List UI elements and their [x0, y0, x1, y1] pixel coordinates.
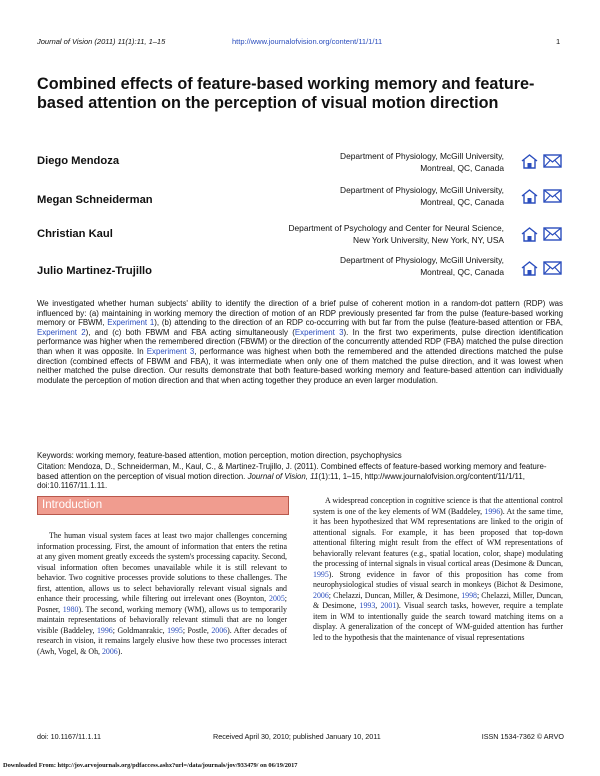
author-name: Megan Schneiderman	[37, 194, 153, 206]
citation: Citation: Mendoza, D., Schneiderman, M., Kaul, C., & Martinez-Trujillo, J. (2011). Combined effects of feature-based working memory and feature-based attention on the perception of visual motion direction. Journal of Vision, 11(1):11, 1–15, http://www.journalofvision.org/content/11/1/11, doi:10.1167/11.1.11.	[37, 462, 547, 491]
reference-link[interactable]: 1996	[484, 506, 501, 516]
footer-issn: ISSN 1534-7362 © ARVO	[481, 732, 564, 741]
reference-link[interactable]: 2006	[101, 646, 118, 656]
author-affiliation: Department of Physiology, McGill University, Montreal, QC, Canada	[340, 255, 504, 277]
author-icons	[521, 261, 562, 276]
author-icons	[521, 189, 562, 204]
author-name: Diego Mendoza	[37, 155, 120, 167]
author-name: Christian Kaul	[37, 228, 113, 240]
footer-received: Received April 30, 2010; published January 10, 2011	[213, 732, 381, 741]
article-title: Combined effects of feature-based working memory and feature-based attention on the perception of visual motion direction	[37, 75, 535, 112]
experiment-link[interactable]: Experiment 2	[37, 327, 86, 337]
homepage-icon[interactable]	[521, 189, 538, 204]
reference-link[interactable]: 2001	[380, 601, 397, 610]
author-affiliation: Department of Physiology, McGill University, Montreal, QC, Canada	[340, 151, 504, 173]
email-icon[interactable]	[543, 154, 562, 168]
homepage-icon[interactable]	[521, 261, 538, 276]
author-icons	[521, 154, 562, 169]
section-heading-introduction: Introduction	[37, 496, 289, 515]
intro-column-right: A widespread conception in cognitive science is that the attentional control system is one of the key elements of WM (Baddeley, 1996). At the same time, it has been hypothesized that WM representations are linked to the origin of attentional signals. For example, it has been proposed that top-down attentional filtering might result from the effect of WM representations of behaviorally relevant features (e.g., spatial location, color, shape) modulating the processing of internal signals in visual cortical areas (Desimone & Duncan, 1995). Strong evidence in favor of this proposition has come from neurophysiological studies of visual search in monkeys (Bichot & Desimone, 2006; Chelazzi, Duncan, Miller, & Desimone, 1998; Chelazzi, Miller, Duncan, & Desimone, 1993, 2001). Visual search tasks, however, require a template item in WM to intentionally guide the search toward matching items on a display. A generalization of the concept of WM-guided attention has further led to the hypothesis that the maintenance of visual representations	[313, 496, 564, 642]
author-affiliation: Department of Psychology and Center for Neural Science, New York University, New York, NY, USA	[288, 223, 504, 245]
reference-link[interactable]: 2006	[313, 590, 329, 600]
homepage-icon[interactable]	[521, 154, 538, 169]
reference-link[interactable]: 1993	[359, 601, 376, 610]
journal-header: Journal of Vision (2011) 11(1):11, 1–15	[37, 37, 166, 46]
intro-column-left: The human visual system faces at least two major challenges concerning information processing. First, the amount of information that enters the retina at any given moment greatly exceeds the system's processing capacity. Second, visual information often becomes unavailable while it is still relevant to behavior. Two cognitive processes provide solutions to these challenges. The first, attention, allows us to select behaviorally relevant visual signals and enhance their processing, while filtering out irrelevant ones (Boynton, 2005; Posner, 1980). The second, working memory (WM), allows us to temporarily maintain representations of behaviorally relevant stimuli that are no longer visible (Baddeley, 1996; Goldmanrakic, 1995; Postle, 2006). After decades of research in vision, it remains largely elusive how these two processes interact (Awh, Vogel, & Oh, 2006).	[37, 531, 288, 656]
reference-link[interactable]: 2005	[269, 594, 285, 603]
email-icon[interactable]	[543, 189, 562, 203]
author-affiliation: Department of Physiology, McGill University, Montreal, QC, Canada	[340, 185, 504, 207]
homepage-icon[interactable]	[521, 227, 538, 242]
experiment-link[interactable]: Experiment 3	[294, 327, 344, 337]
reference-link[interactable]: 1980	[62, 604, 79, 614]
abstract: We investigated whether human subjects' ability to identify the direction of a brief pulse of coherent motion in a random-dot pattern (RDP) was influenced by: (a) maintaining in working memory the direction of motion of an RDP previously presented far from the pulse (feature-based working memory or FBWM, Experiment 1), (b) attending to the direction of an RDP co-occurring with but far from the pulse (feature-based attention or FBA, Experiment 2), and (c) both FBWM and FBA acting simultaneously (Experiment 3). In the first two experiments, pulse direction identification performance was higher when the remembered direction (FBWM) or the direction of the concurrently attended RDP (FBA) matched the pulse direction than when it was opposite. In Experiment 3, performance was highest when both the remembered and the attended directions matched the pulse direction (combined effects of FBWM and FBA), it was intermediate when only one of them matched the pulse direction, and it was lowest when neither matched the pulse direction. Our results demonstrate that both feature-based working memory and feature-based attention can individually modulate the perception of motion direction and that when acting together they produce an even larger modulation.	[37, 299, 563, 385]
footer-doi: doi: 10.1167/11.1.11	[37, 732, 101, 741]
experiment-link[interactable]: Experiment 3	[146, 346, 195, 356]
reference-link[interactable]: 1998	[461, 590, 477, 600]
reference-link[interactable]: 1995	[313, 569, 329, 579]
author-name: Julio Martinez-Trujillo	[37, 265, 152, 277]
reference-link[interactable]: 1996	[96, 625, 113, 635]
author-icons	[521, 227, 562, 242]
experiment-link[interactable]: Experiment 1	[107, 318, 155, 328]
reference-link[interactable]: 1995	[167, 625, 183, 635]
page-number: 1	[556, 37, 561, 46]
journal-url-link[interactable]: http://www.journalofvision.org/content/11/1/11	[232, 37, 383, 46]
keywords: Keywords: working memory, feature-based attention, motion perception, motion direction, psychophysics	[37, 451, 402, 460]
email-icon[interactable]	[543, 261, 562, 275]
email-icon[interactable]	[543, 227, 562, 241]
download-line: Downloaded From: http://jov.arvojournals.org/pdfaccess.ashx?url=/data/journals/jov/933479/ on 06/19/2017	[3, 762, 298, 769]
reference-link[interactable]: 2006	[211, 625, 228, 635]
